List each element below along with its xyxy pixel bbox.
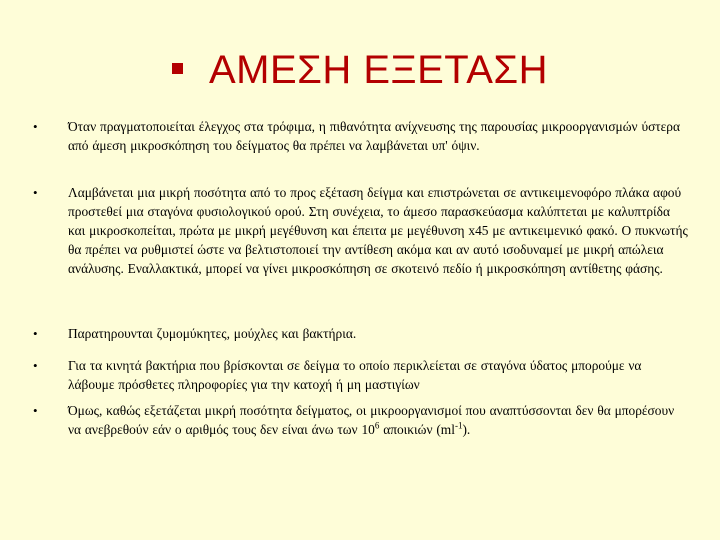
bullet-dot-icon: •	[33, 326, 38, 341]
bullet-dot-icon: •	[33, 185, 38, 200]
bullet-dot-icon: •	[33, 358, 38, 373]
bullet-text: Λαμβάνεται μια μικρή ποσότητα από το προς εξέταση δείγμα και επιστρώνεται σε αντικειμενοφόρο πλάκα αφού προστεθεί μια σταγόνα φυσιολογικού ορού. Στη συνέχεια, το άμεσο παρασκεύασμα καλύπτεται με καλυπτρίδα και μικροσκοπείται, πρώτα με μικρή μεγέθυνση και έπειτα με μεγέθυνση x45 με αντικειμενικό φακό. Ο πυκνωτής θα πρέπει να ρυθμιστεί ώστε να βελτιστοποιεί την αντίθεση ακόμα και αν αυτό ισοδυναμεί με μικρή απώλεια ανάλυσης. Εναλλακτικά, μπορεί να γίνει μικροσκόπηση σε σκοτεινό πεδίο ή μικροσκόπηση αντίθετης φάσης.	[68, 185, 688, 276]
exponent: 6	[374, 420, 380, 431]
bullet-text: Παρατηρουνται ζυμομύκητες, μούχλες και βακτήρια.	[68, 326, 357, 341]
slide-title: ΑΜΕΣΗ ΕΞΕΤΑΣΗ	[208, 47, 549, 92]
bullet-text: Όταν πραγματοποιείται έλεγχος στα τρόφιμα, η πιθανότητα ανίχνευσης της παρουσίας μικροοργανισμών ύστερα από άμεση μικροσκόπηση του δείγματος θα πρέπει να λαμβάνεται υπ' όψιν.	[68, 119, 681, 153]
bullet-text-part: αποικιών (ml	[379, 422, 455, 437]
bullet-text-part: ).	[462, 422, 471, 437]
bullet-text	[68, 401, 688, 439]
bullet-dot-icon: •	[33, 403, 38, 418]
bullet-dot-icon: •	[33, 119, 38, 134]
bullet-text: Για τα κινητά βακτήρια που βρίσκονται σε δείγμα το οποίο περικλείεται σε σταγόνα ύδατος μπορούμε να λάβουμε πρόσθετες πληροφορίες για την κατοχή ή μη μαστιγίων	[68, 358, 642, 392]
exponent: -1	[454, 420, 463, 431]
bullet-text-part: Όμως, καθώς εξετάζεται μικρή ποσότητα δείγματος, οι μικροοργανισμοί που αναπτύσσονται δεν θα μπορέσουν να ανεβρεθούν εάν ο αριθμός τους δεν είναι άνω των 10	[68, 403, 675, 437]
